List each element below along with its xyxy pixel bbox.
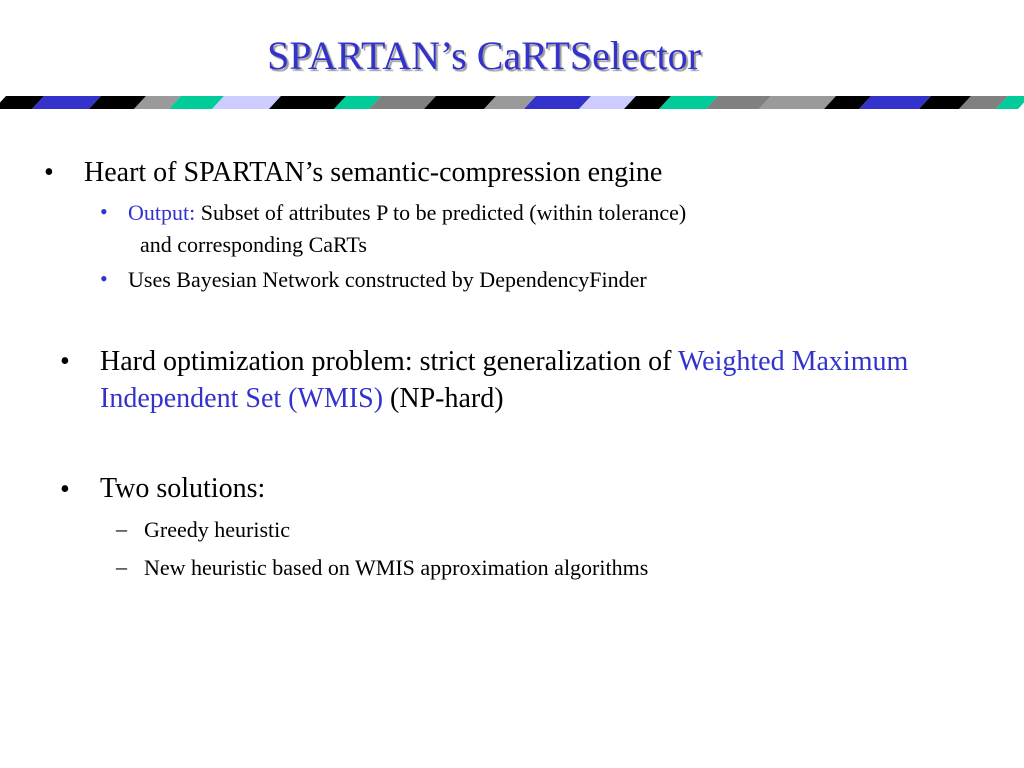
stripe-segment [759,96,836,109]
decorative-stripe-bar [0,91,1024,117]
bullet-marker: • [60,346,70,377]
stripe-segment [212,96,281,109]
slide-title: SPARTAN’s CaRTSelector [267,33,701,78]
sub-bullet-output-continuation: and corresponding CaRTs [140,232,367,257]
sub-bullet-greedy: Greedy heuristic [144,517,290,542]
sub-bullet-bayesian: Uses Bayesian Network constructed by DependencyFinder [128,267,647,292]
stripe-segment [859,96,931,109]
bullet-marker: • [60,474,70,505]
sub-bullet-marker: • [100,266,108,291]
bullet-marker: • [44,157,54,188]
sub-bullet-new-heuristic: New heuristic based on WMIS approximation algorithms [144,555,649,580]
sub-bullet-output [128,197,686,229]
stripe-segment [32,96,101,109]
stripe-segment [424,96,496,109]
bullet-hard-optimization [100,343,970,417]
output-text: Subset of attributes P to be predicted (within tolerance) [195,200,687,225]
sub-bullet-marker: • [100,199,108,224]
hard-prefix: Hard optimization problem: strict generalization of [100,346,678,377]
output-label: Output: [128,200,196,225]
stripe-graphic [0,91,1024,117]
dash-marker: – [116,516,127,541]
bullet-two-solutions: Two solutions: [100,473,266,504]
wmis-term: Weighted Maximum Independent Set (WMIS) [100,346,909,414]
bullet-heart-of-engine: Heart of SPARTAN’s semantic-compression engine [84,157,663,188]
stripe-segment [269,96,346,109]
dash-marker: – [116,554,127,579]
hard-suffix: (NP-hard) [383,383,504,414]
